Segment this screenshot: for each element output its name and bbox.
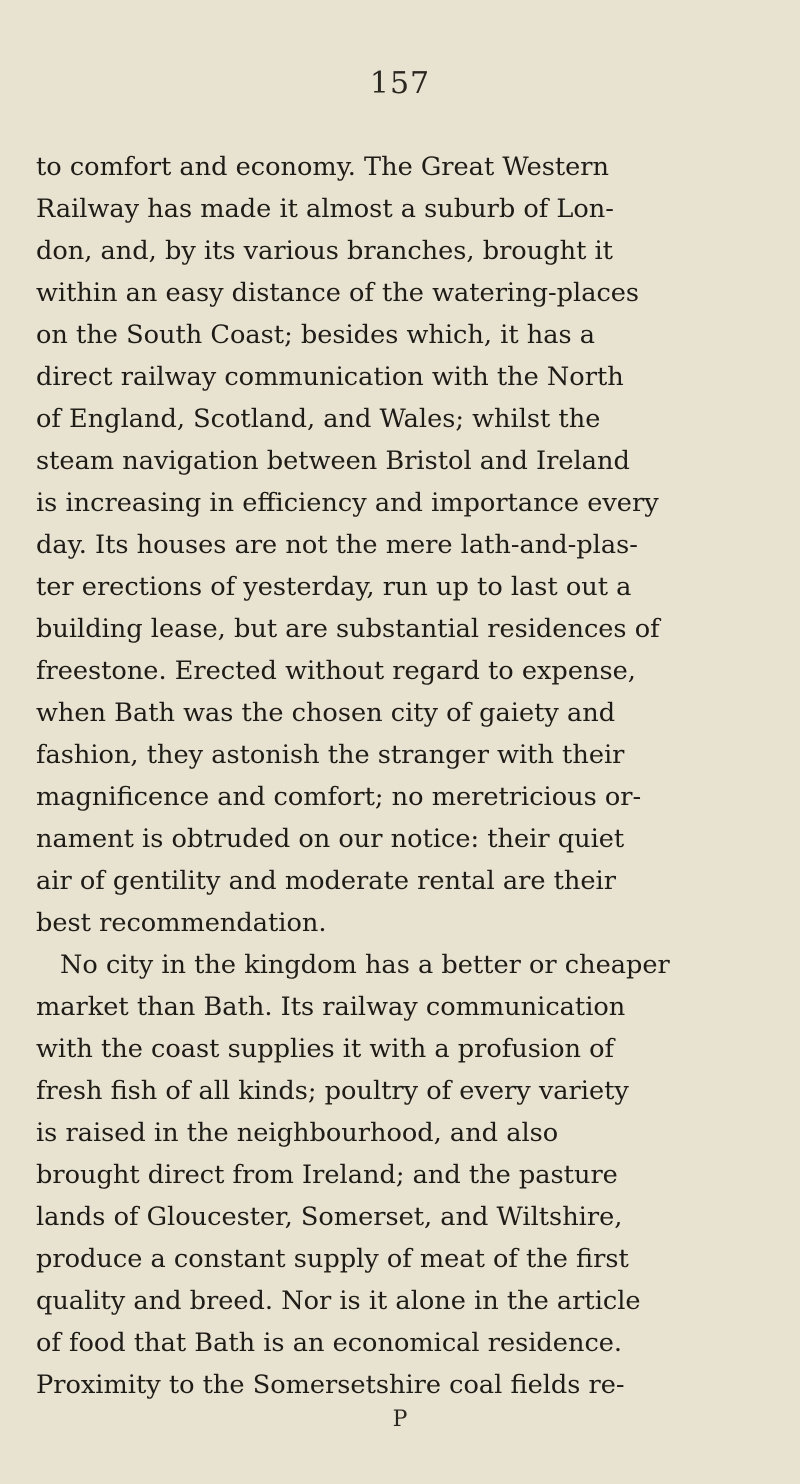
- text-line: fresh fish of all kinds; poultry of every variety: [36, 1076, 629, 1106]
- paragraph-start-line: No city in the kingdom has a better or cheaper: [60, 950, 670, 980]
- text-line: ter erections of yesterday, run up to last out a: [36, 572, 632, 602]
- signature-mark: P: [392, 1407, 408, 1432]
- text-line: air of gentility and moderate rental are their: [36, 866, 616, 896]
- text-line: within an easy distance of the watering-places: [36, 278, 640, 308]
- text-line: when Bath was the chosen city of gaiety and: [36, 698, 616, 728]
- text-line: Proximity to the Somersetshire coal fields re-: [36, 1370, 625, 1400]
- text-line: Railway has made it almost a suburb of Lon-: [36, 194, 614, 224]
- text-line: is increasing in efficiency and importance every: [36, 488, 659, 518]
- text-line: quality and breed. Nor is it alone in the article: [36, 1286, 641, 1316]
- text-line: produce a constant supply of meat of the first: [36, 1244, 629, 1274]
- text-line: direct railway communication with the North: [36, 362, 624, 392]
- text-line: to comfort and economy. The Great Western: [36, 152, 610, 182]
- text-line: market than Bath. Its railway communication: [36, 992, 626, 1022]
- text-line: of England, Scotland, and Wales; whilst the: [36, 404, 601, 434]
- text-line: fashion, they astonish the stranger with their: [36, 740, 625, 770]
- text-line: freestone. Erected without regard to expense,: [36, 656, 636, 686]
- text-line: is raised in the neighbourhood, and also: [36, 1118, 559, 1148]
- text-line: lands of Gloucester, Somerset, and Wiltshire,: [36, 1202, 623, 1232]
- text-line: on the South Coast; besides which, it has a: [36, 320, 596, 350]
- text-line: steam navigation between Bristol and Ireland: [36, 446, 630, 476]
- text-line: brought direct from Ireland; and the pasture: [36, 1160, 618, 1190]
- text-line: magnificence and comfort; no meretricious or-: [36, 782, 642, 812]
- text-line: nament is obtruded on our notice: their quiet: [36, 824, 625, 854]
- page-number: 157: [369, 66, 431, 101]
- text-line: day. Its houses are not the mere lath-and-plas-: [36, 530, 638, 560]
- text-line: don, and, by its various branches, brought it: [36, 236, 613, 266]
- text-line: building lease, but are substantial residences of: [36, 614, 660, 644]
- text-line: of food that Bath is an economical residence.: [36, 1328, 623, 1358]
- text-line: with the coast supplies it with a profusion of: [36, 1034, 614, 1064]
- text-line: best recommendation.: [36, 908, 327, 938]
